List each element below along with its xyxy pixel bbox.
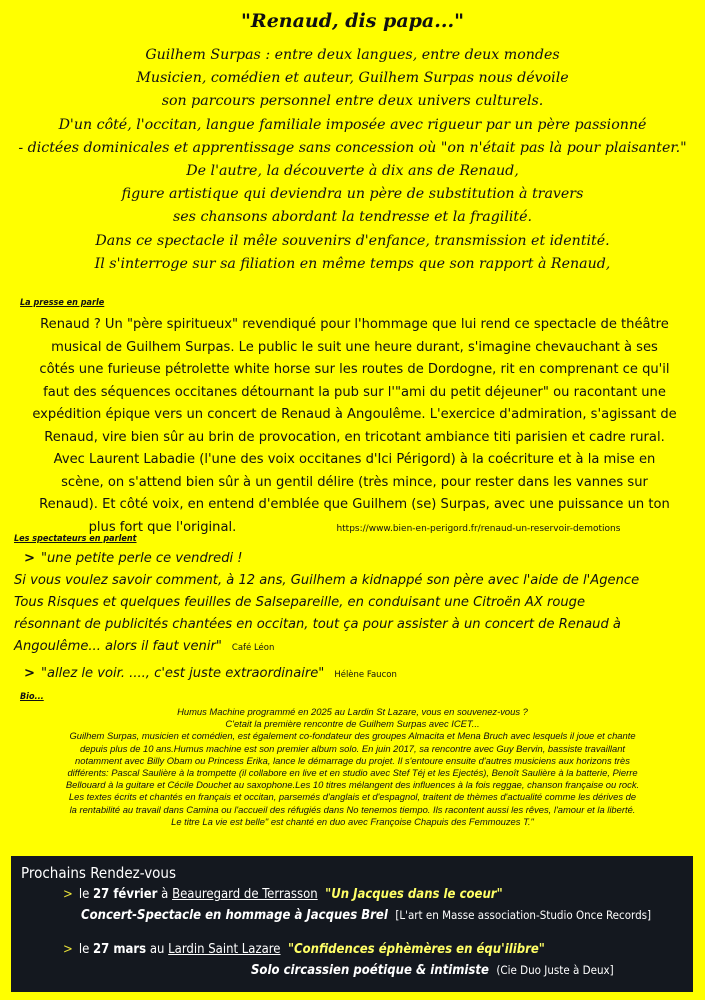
bio-line: la rentabilité au travail dans Camina ou l'accueil des réfugiés dans No tenemos tiempo. Ils racontent aussi les rêves, l'amour et la liberté. <box>69 803 636 815</box>
event-1-prefix: le <box>78 887 90 902</box>
quote1-author: Café Léon <box>231 643 275 653</box>
arrow-icon: > <box>63 942 73 957</box>
event-1-date: 27 février <box>92 887 158 902</box>
quote2 <box>14 663 699 686</box>
quote1-line: Si vous voulez savoir comment, à 12 ans, Guilhem a kidnappé son père avec l'aide de l'Agence <box>14 573 640 588</box>
event-2-show: "Confidences éphèmères en équ'ilibre" <box>287 942 545 957</box>
quote1-last-text: Angoulême... alors il faut venir" <box>14 639 222 654</box>
event-2-line <box>63 942 545 957</box>
arrow-icon: > <box>24 666 35 681</box>
page-title: "Renaud, dis papa..." <box>241 10 464 32</box>
intro-line: D'un côté, l'occitan, langue familiale imposée avec rigueur par un père passionné <box>58 116 647 133</box>
press-line: Renaud, vire bien sûr au brin de provocation, en tricotant ambiance titi parisien et cadre rural. <box>44 429 665 445</box>
quote2-author: Hélène Faucon <box>334 670 397 680</box>
intro-line: - dictées dominicales et apprentissage sans concession où "on n'était pas là pour plaisanter." <box>18 139 687 156</box>
intro-line: Musicien, comédien et auteur, Guilhem Surpas nous dévoile <box>136 70 569 87</box>
bio-line: Guilhem Surpas, musicien et comédien, est également co-fondateur des groupes Almacita et Mena Bruch avec lesquels il joue et chante <box>69 730 636 742</box>
bio-line: Les textes écrits et chantés en français et occitan, parsemés d'anglais et d'espagnol, traitent de thèmes d'actualité comme les dérives de <box>68 791 637 803</box>
arrow-icon: > <box>24 551 35 566</box>
quote1-line: "une petite perle ce vendredi ! <box>40 551 243 566</box>
bio-line: Le titre La vie est belle" est chanté en duo avec Françoise Chapuis des Femmouzes T." <box>171 815 534 827</box>
arrow-icon: > <box>63 887 73 902</box>
event-2-details <box>251 963 614 978</box>
event-2-description: Solo circassien poétique & intimiste <box>251 963 489 978</box>
bio-line: différents: Pascal Saulière à la trompette (il collabore en live et en studio avec Stef Téj et les Ejectés), Benoît Saulière à la batterie, Pierre <box>67 767 638 779</box>
press-line: Renaud). Et côté voix, en entend d'emblée que Guilhem (se) Surpas, avec une puissance un ton <box>39 497 670 512</box>
intro-line: De l'autre, la découverte à dix ans de Renaud, <box>186 163 519 180</box>
bio-label: Bio... <box>20 692 44 702</box>
bio-line: Humus Machine programmé en 2025 au Lardin St Lazare, vous en souvenez-vous ? <box>177 706 528 717</box>
bio-line: depuis plus de 10 ans.Humus machine est son premier album solo. En juin 2017, sa rencontre avec Guy Bervin, bassiste travaillant <box>79 742 626 754</box>
event-2-prefix: le <box>78 942 90 957</box>
event-1-place[interactable]: Beauregard de Terrasson <box>172 887 318 902</box>
press-line: Avec Laurent Labadie (l'une des voix occitanes d'Ici Périgord) à la coécriture et à la mise en <box>53 452 656 467</box>
bio-line: notamment avec Billy Obam ou Princess Erika, lance le démarrage du projet. Il s'entoure ensuite d'autres musiciens aux horizons très <box>75 754 630 766</box>
intro-line: figure artistique qui deviendra un père de substitution à travers <box>121 186 584 203</box>
spectators-label: Les spectateurs en parlent <box>14 534 137 544</box>
event-1-line <box>63 887 503 902</box>
intro-line: son parcours personnel entre deux univers culturels. <box>161 93 544 110</box>
bio-line: Bellouard à la guitare et Cécile Douchet au saxophone.Les 10 titres mélangent des influences à la fois reggae, chanson française ou rock. <box>65 779 640 791</box>
intro-text <box>0 44 705 276</box>
press-label: La presse en parle <box>20 298 105 308</box>
press-line: expédition épique vers un concert de Renaud à Angoulême. L'exercice d'admiration, s'agissant de <box>32 407 677 422</box>
press-line: musical de Guilhem Surpas. Le public le suit une heure durant, s'imagine chevauchant à ses <box>51 339 658 355</box>
spectators-quotes <box>14 548 699 686</box>
intro-line: Dans ce spectacle il mêle souvenirs d'enfance, transmission et identité. <box>95 232 610 249</box>
press-source-link[interactable]: https://www.bien-en-perigord.fr/renaud-un-reservoir-demotions <box>336 523 621 534</box>
upcoming-events-box <box>11 856 693 992</box>
intro-line: Guilhem Surpas : entre deux langues, entre deux mondes <box>145 47 560 63</box>
event-1-details <box>81 908 651 923</box>
event-1-connector: à <box>161 887 169 902</box>
press-line: côtés une furieuse pétrolette white horse sur les routes de Dordogne, rit en comprenant ce qu'il <box>39 362 670 377</box>
bio-text <box>0 706 705 828</box>
press-last-text: plus fort que l'original. <box>88 519 237 535</box>
events-heading: Prochains Rendez-vous <box>21 864 177 882</box>
press-review <box>12 314 697 540</box>
event-2-date: 27 mars <box>92 942 147 957</box>
press-line: scène, on s'attend bien sûr à un gentil délire (très mince, pour rester dans les vannes sur <box>61 474 648 490</box>
event-1-description: Concert-Spectacle en hommage à Jacques Brel <box>81 908 388 923</box>
event-2-place[interactable]: Lardin Saint Lazare <box>168 942 281 957</box>
quote2-text: "allez le voir. ...., c'est juste extraordinaire" <box>40 666 325 681</box>
intro-line: ses chansons abordant la tendresse et la fragilité. <box>172 209 533 226</box>
event-2-company: (Cie Duo Juste à Deux] <box>496 963 614 977</box>
intro-line: Il s'interroge sur sa filiation en même temps que son rapport à Renaud, <box>94 255 611 272</box>
press-line: faut des séquences occitanes détournant la pub sur l'"ami du petit déjeuner" ou racontant une <box>43 384 666 400</box>
quote1-line: Tous Risques et quelques feuilles de Salsepareille, en conduisant une Citroën AX rouge <box>14 595 586 610</box>
event-1-show: "Un Jacques dans le coeur" <box>325 887 503 902</box>
event-1-company: [L'art en Masse association-Studio Once Records] <box>395 908 652 922</box>
press-line: Renaud ? Un "père spiritueux" revendiqué pour l'hommage que lui rend ce spectacle de théâtre <box>40 317 669 332</box>
quote1-last-line <box>14 636 699 659</box>
quote1-first-line <box>14 548 699 570</box>
bio-line: C'etait la première rencontre de Guilhem Surpas avec ICET... <box>225 718 480 730</box>
quote1-line: résonnant de publicités chantées en occitan, tout ça pour assister à un concert de Renaud à <box>14 617 621 632</box>
event-2-connector: au <box>149 942 165 957</box>
